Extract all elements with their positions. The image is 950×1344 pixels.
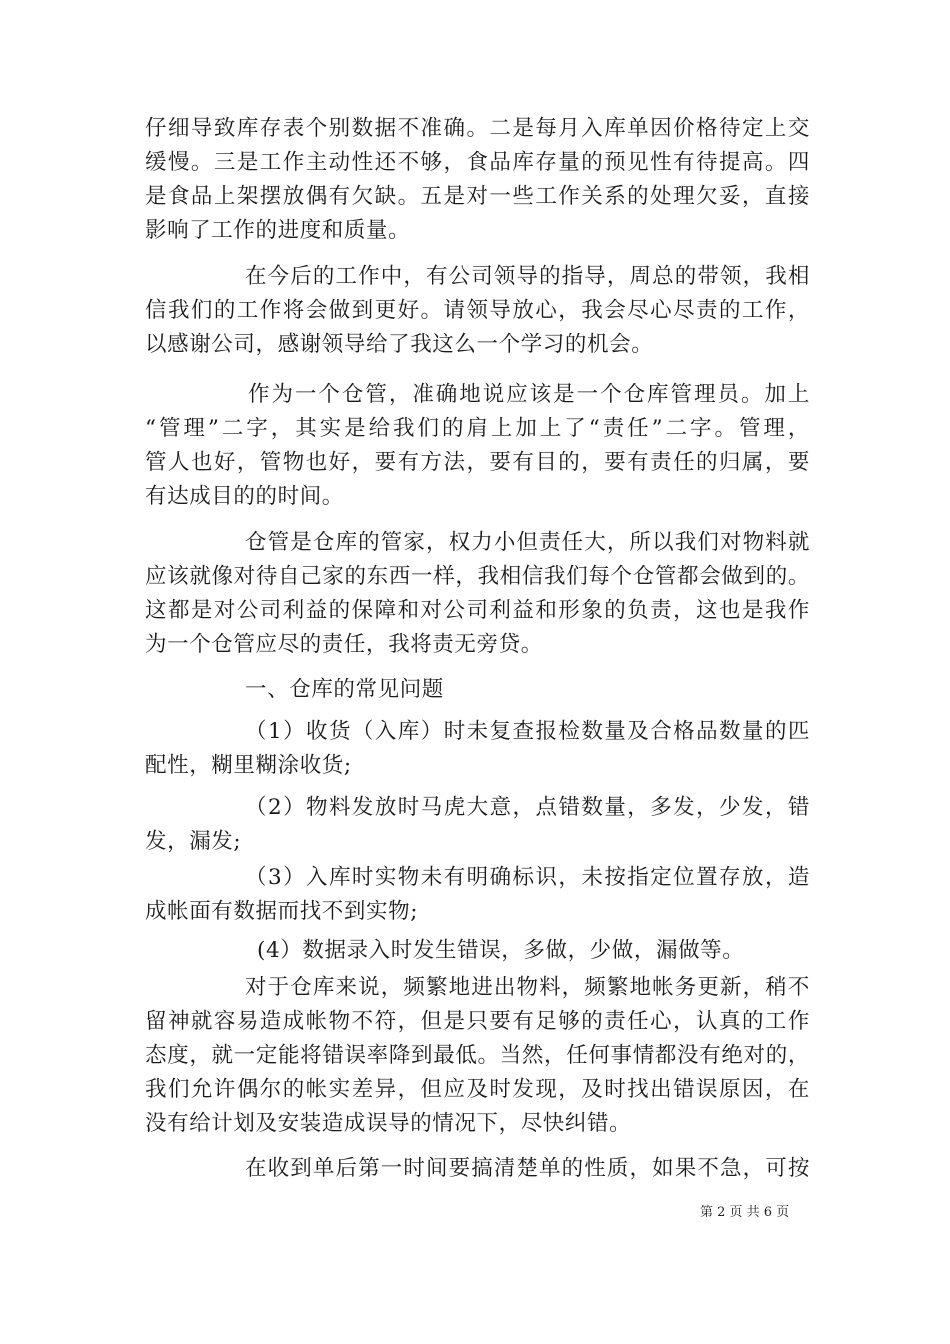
text-line: 仓管是仓库的管家，权力小但责任大，所以我们对物料就 bbox=[245, 530, 810, 555]
text-line: 作为一个仓管，准确地说应该是一个仓库管理员。加上 bbox=[248, 382, 810, 407]
text-line: 对于仓库来说，频繁地进出物料，频繁地帐务更新，稍不 bbox=[245, 975, 810, 1000]
text-line: 信我们的工作将会做到更好。请领导放心，我会尽心尽责的工作， bbox=[145, 298, 810, 323]
text-line: 是食品上架摆放偶有欠缺。五是对一些工作关系的处理欠妥，直接 bbox=[145, 184, 810, 209]
list-item-line: 发，漏发; bbox=[145, 829, 242, 854]
text-line: “管理”二字，其实是给我们的肩上加上了“责任”二字。管理， bbox=[145, 416, 810, 441]
text-line: 以感谢公司，感谢领导给了我这么一个学习的机会。 bbox=[145, 332, 654, 357]
list-item-line: （3）入库时实物未有明确标识，未按指定位置存放，造 bbox=[245, 865, 810, 890]
text-line: 没有给计划及安装造成误导的情况下，尽快纠错。 bbox=[145, 1111, 632, 1136]
text-line: 应该就像对待自己家的东西一样，我相信我们每个仓管都会做到的。 bbox=[145, 564, 810, 589]
list-item-line: （1）收货（入库）时未复查报检数量及合格品数量的匹 bbox=[245, 719, 810, 744]
text-line: 影响了工作的进度和质量。 bbox=[145, 218, 411, 243]
text-line: 在收到单后第一时间要搞清楚单的性质，如果不急，可按 bbox=[245, 1156, 810, 1181]
text-line: 仔细导致库存表个别数据不准确。二是每月入库单因价格待定上交 bbox=[145, 116, 810, 141]
text-line: 态度，就一定能将错误率降到最低。当然，任何事情都没有绝对的， bbox=[145, 1043, 810, 1068]
text-line: 有达成目的的时间。 bbox=[145, 484, 344, 509]
text-line: 缓慢。三是工作主动性还不够，食品库存量的预见性有待提高。四 bbox=[145, 150, 810, 175]
list-item-line: 配性，糊里糊涂收货; bbox=[145, 753, 352, 778]
section-heading: 一、仓库的常见问题 bbox=[245, 677, 444, 702]
text-line: 为一个仓管应尽的责任，我将责无旁贷。 bbox=[145, 632, 543, 657]
text-line: 在今后的工作中，有公司领导的指导，周总的带领，我相 bbox=[245, 264, 810, 289]
list-item-line: 成帐面有数据而找不到实物; bbox=[145, 899, 419, 924]
list-item-line: （2）物料发放时马虎大意，点错数量，多发，少发，错 bbox=[245, 795, 810, 820]
list-item-line: (4）数据录入时发生错误，多做，少做，漏做等。 bbox=[257, 938, 745, 963]
text-line: 留神就容易造成帐物不符，但是只要有足够的责任心，认真的工作 bbox=[145, 1009, 810, 1034]
text-line: 管人也好，管物也好，要有方法，要有目的，要有责任的归属，要 bbox=[145, 450, 810, 475]
text-line: 我们允许偶尔的帐实差异，但应及时发现，及时找出错误原因，在 bbox=[145, 1077, 810, 1102]
text-line: 这都是对公司利益的保障和对公司利益和形象的负责，这也是我作 bbox=[145, 598, 810, 623]
page-number-footer: 第 2 页 共 6 页 bbox=[700, 1205, 790, 1220]
